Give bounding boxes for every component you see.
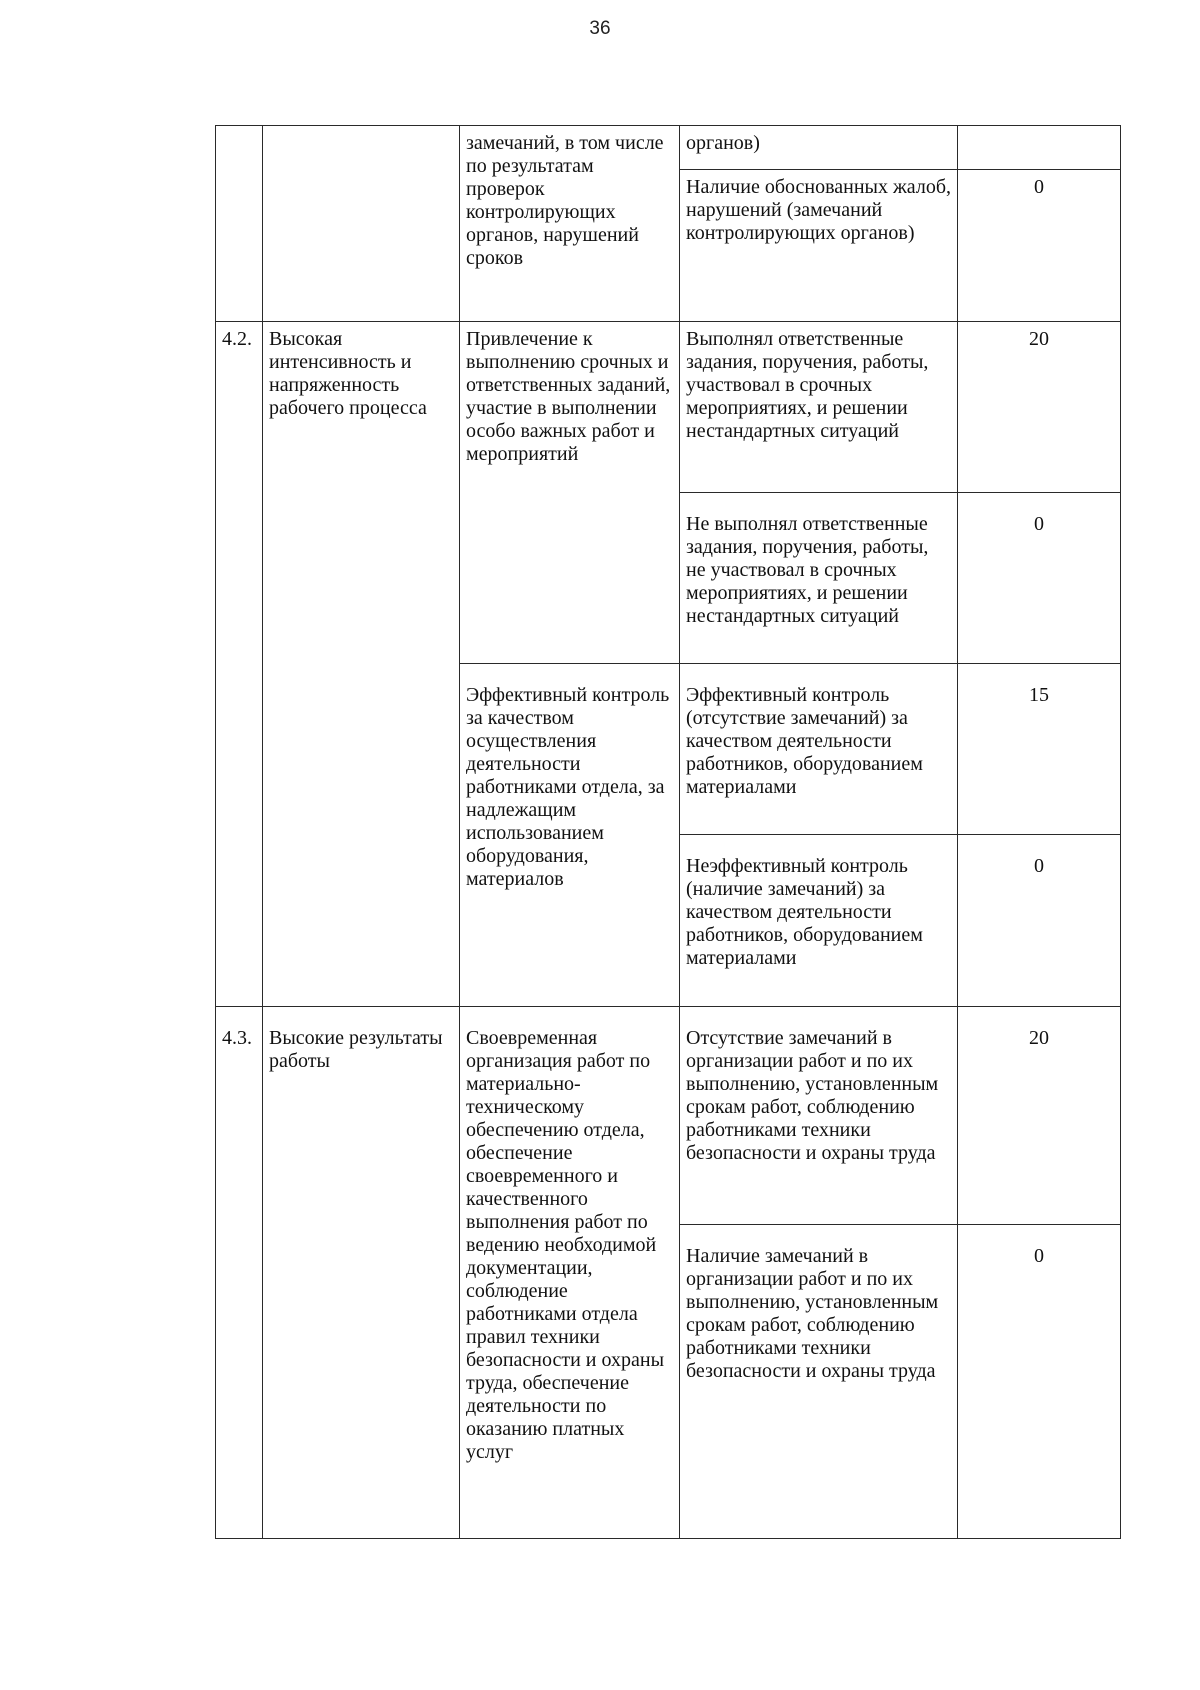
section-number: 4.2.: [216, 322, 263, 1007]
page-number: 36: [589, 18, 611, 39]
condition-text: Не выполнял ответственные задания, поручения, работы, не участвовал в срочных мероприятиях, и решении нестандартных ситуаций: [680, 493, 958, 664]
score-value: 0: [958, 170, 1121, 322]
score-value: 0: [958, 1225, 1121, 1539]
condition-text: Отсутствие замечаний в организации работ и по их выполнению, установленным срокам работ, соблюдению работниками техники безопасности и охраны труда: [680, 1007, 958, 1225]
score-value: 0: [958, 493, 1121, 664]
section-number-cell: [216, 126, 263, 322]
condition-text: Неэффективный контроль (наличие замечаний) за качеством деятельности работников, оборудованием материалами: [680, 835, 958, 1007]
table-row: [216, 126, 1121, 170]
section-name: Высокая интенсивность и напряженность рабочего процесса: [263, 322, 460, 1007]
criterion-description: Привлечение к выполнению срочных и ответственных заданий, участие в выполнении особо важных работ и мероприятий: [460, 322, 680, 664]
score-value: 20: [958, 322, 1121, 493]
score-value: 15: [958, 664, 1121, 835]
condition-text: Эффективный контроль (отсутствие замечаний) за качеством деятельности работников, оборудованием материалами: [680, 664, 958, 835]
criterion-description: Своевременная организация работ по материально-техническому обеспечению отдела, обеспечение своевременного и качественного выполнения работ по ведению необходимой документации, соблюдение работниками отдела правил техники безопасности и охраны труда, обеспечение деятельности по оказанию платных услуг: [460, 1007, 680, 1539]
score-value: 0: [958, 835, 1121, 1007]
condition-text: Выполнял ответственные задания, поручения, работы, участвовал в срочных мероприятиях, и решении нестандартных ситуаций: [680, 322, 958, 493]
criterion-description: Эффективный контроль за качеством осуществления деятельности работниками отдела, за надлежащим использованием оборудования, материалов: [460, 664, 680, 1007]
condition-text: Наличие замечаний в организации работ и по их выполнению, установленным срокам работ, соблюдению работниками техники безопасности и охраны труда: [680, 1225, 958, 1539]
section-name-cell: [263, 126, 460, 322]
criterion-description: замечаний, в том числе по результатам проверок контролирующих органов, нарушений сроков: [460, 126, 680, 322]
criteria-table: [215, 125, 1121, 1539]
table-row: [216, 322, 1121, 493]
condition-text: органов): [680, 126, 958, 170]
condition-text: Наличие обоснованных жалоб, нарушений (замечаний контролирующих органов): [680, 170, 958, 322]
score-value: [958, 126, 1121, 170]
section-name: Высокие результаты работы: [263, 1007, 460, 1539]
table-row: [216, 1007, 1121, 1225]
section-number: 4.3.: [216, 1007, 263, 1539]
score-value: 20: [958, 1007, 1121, 1225]
